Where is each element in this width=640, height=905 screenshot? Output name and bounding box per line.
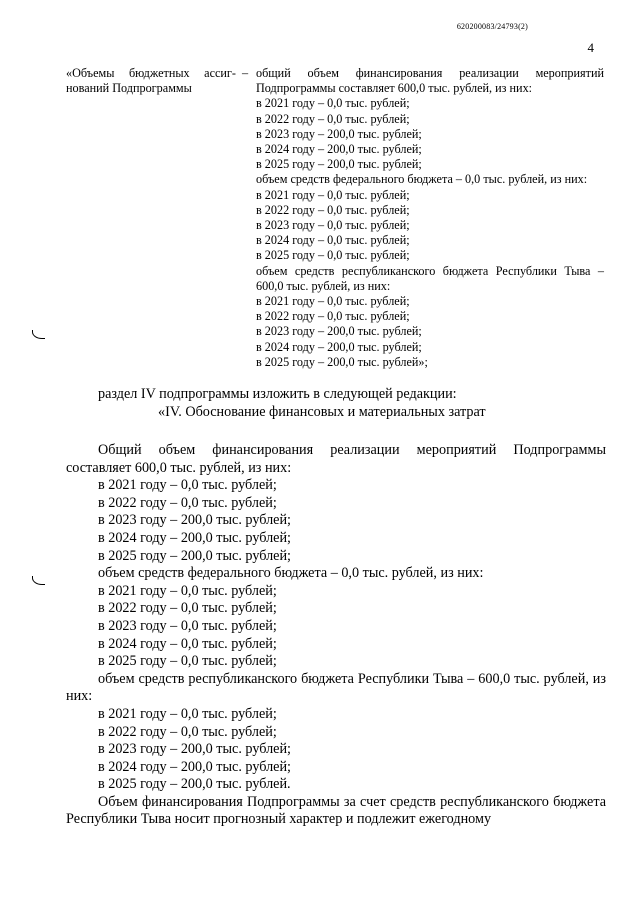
- body-total-2021: в 2021 году – 0,0 тыс. рублей;: [98, 477, 277, 494]
- section-body: [66, 442, 606, 829]
- body-federal-2024: в 2024 году – 0,0 тыс. рублей;: [98, 635, 277, 652]
- body-federal-2022: в 2022 году – 0,0 тыс. рублей;: [98, 600, 277, 617]
- document-id: 620200083/24793(2): [456, 22, 528, 31]
- body-federal-2025: в 2025 году – 0,0 тыс. рублей;: [98, 653, 277, 670]
- page-number: 4: [587, 40, 594, 55]
- passport-federal: объем средств федерального бюджета – 0,0 тыс. рублей, из них:: [256, 172, 588, 187]
- body-federal-2023: в 2023 году – 0,0 тыс. рублей;: [98, 617, 277, 634]
- body-total-2022: в 2022 году – 0,0 тыс. рублей;: [98, 494, 277, 511]
- passport-federal-2024: в 2024 году – 0,0 тыс. рублей;: [256, 233, 410, 248]
- passport-republic-2024: в 2024 году – 200,0 тыс. рублей;: [256, 339, 422, 354]
- passport-federal-2023: в 2023 году – 0,0 тыс. рублей;: [256, 218, 410, 233]
- passport-federal-2022: в 2022 году – 0,0 тыс. рублей;: [256, 202, 410, 217]
- body-republic-2023: в 2023 году – 200,0 тыс. рублей;: [98, 741, 291, 758]
- body-republic-2021: в 2021 году – 0,0 тыс. рублей;: [98, 705, 277, 722]
- passport-values: [256, 66, 604, 370]
- body-total-2025: в 2025 году – 200,0 тыс. рублей;: [98, 547, 291, 564]
- passport-republic-2025: в 2025 году – 200,0 тыс. рублей»;: [256, 354, 428, 369]
- passport-republic-2022: в 2022 году – 0,0 тыс. рублей;: [256, 309, 410, 324]
- passport-total-2022: в 2022 году – 0,0 тыс. рублей;: [256, 111, 410, 126]
- passport-total: общий объем финансирования реализации мероприятий Подпрограммы составляет 600,0 тыс. рублей, из них:: [256, 66, 604, 96]
- scan-mark-2: [32, 576, 45, 585]
- passport-label: «Объемы бюджетных ассиг-нований Подпрограммы: [66, 66, 236, 96]
- body-republic-2022: в 2022 году – 0,0 тыс. рублей;: [98, 723, 277, 740]
- body-republic-2024: в 2024 году – 200,0 тыс. рублей;: [98, 758, 291, 775]
- passport-republic: объем средств республиканского бюджета Республики Тыва – 600,0 тыс. рублей, из них:: [256, 263, 604, 293]
- body-total-2023: в 2023 году – 200,0 тыс. рублей;: [98, 512, 291, 529]
- passport-total-2023: в 2023 году – 200,0 тыс. рублей;: [256, 126, 422, 141]
- amendment-instruction: раздел IV подпрограммы изложить в следующей редакции:: [98, 386, 457, 402]
- body-total-2024: в 2024 году – 200,0 тыс. рублей;: [98, 529, 291, 546]
- passport-total-2021: в 2021 году – 0,0 тыс. рублей;: [256, 96, 410, 111]
- body-republic: объем средств республиканского бюджета Республики Тыва – 600,0 тыс. рублей, из них:: [66, 670, 606, 705]
- passport-total-2024: в 2024 году – 200,0 тыс. рублей;: [256, 142, 422, 157]
- passport-republic-2023: в 2023 году – 200,0 тыс. рублей;: [256, 324, 422, 339]
- body-federal-2021: в 2021 году – 0,0 тыс. рублей;: [98, 582, 277, 599]
- passport-republic-2021: в 2021 году – 0,0 тыс. рублей;: [256, 294, 410, 309]
- passport-federal-2025: в 2025 году – 0,0 тыс. рублей;: [256, 248, 410, 263]
- passport-total-2025: в 2025 году – 200,0 тыс. рублей;: [256, 157, 422, 172]
- scan-mark-1: [32, 330, 45, 339]
- body-closing: Объем финансирования Подпрограммы за счет средств республиканского бюджета Республики Тыва носит прогнозный характер и подлежит ежегодному: [66, 793, 606, 828]
- passport-federal-2021: в 2021 году – 0,0 тыс. рублей;: [256, 187, 410, 202]
- section-title: «IV. Обоснование финансовых и материальных затрат: [158, 404, 486, 420]
- body-federal: объем средств федерального бюджета – 0,0 тыс. рублей, из них:: [98, 565, 484, 582]
- body-total: Общий объем финансирования реализации мероприятий Подпрограммы составляет 600,0 тыс. рублей, из них:: [66, 442, 606, 476]
- passport-dash: –: [242, 66, 249, 80]
- body-republic-2025: в 2025 году – 200,0 тыс. рублей.: [98, 776, 291, 793]
